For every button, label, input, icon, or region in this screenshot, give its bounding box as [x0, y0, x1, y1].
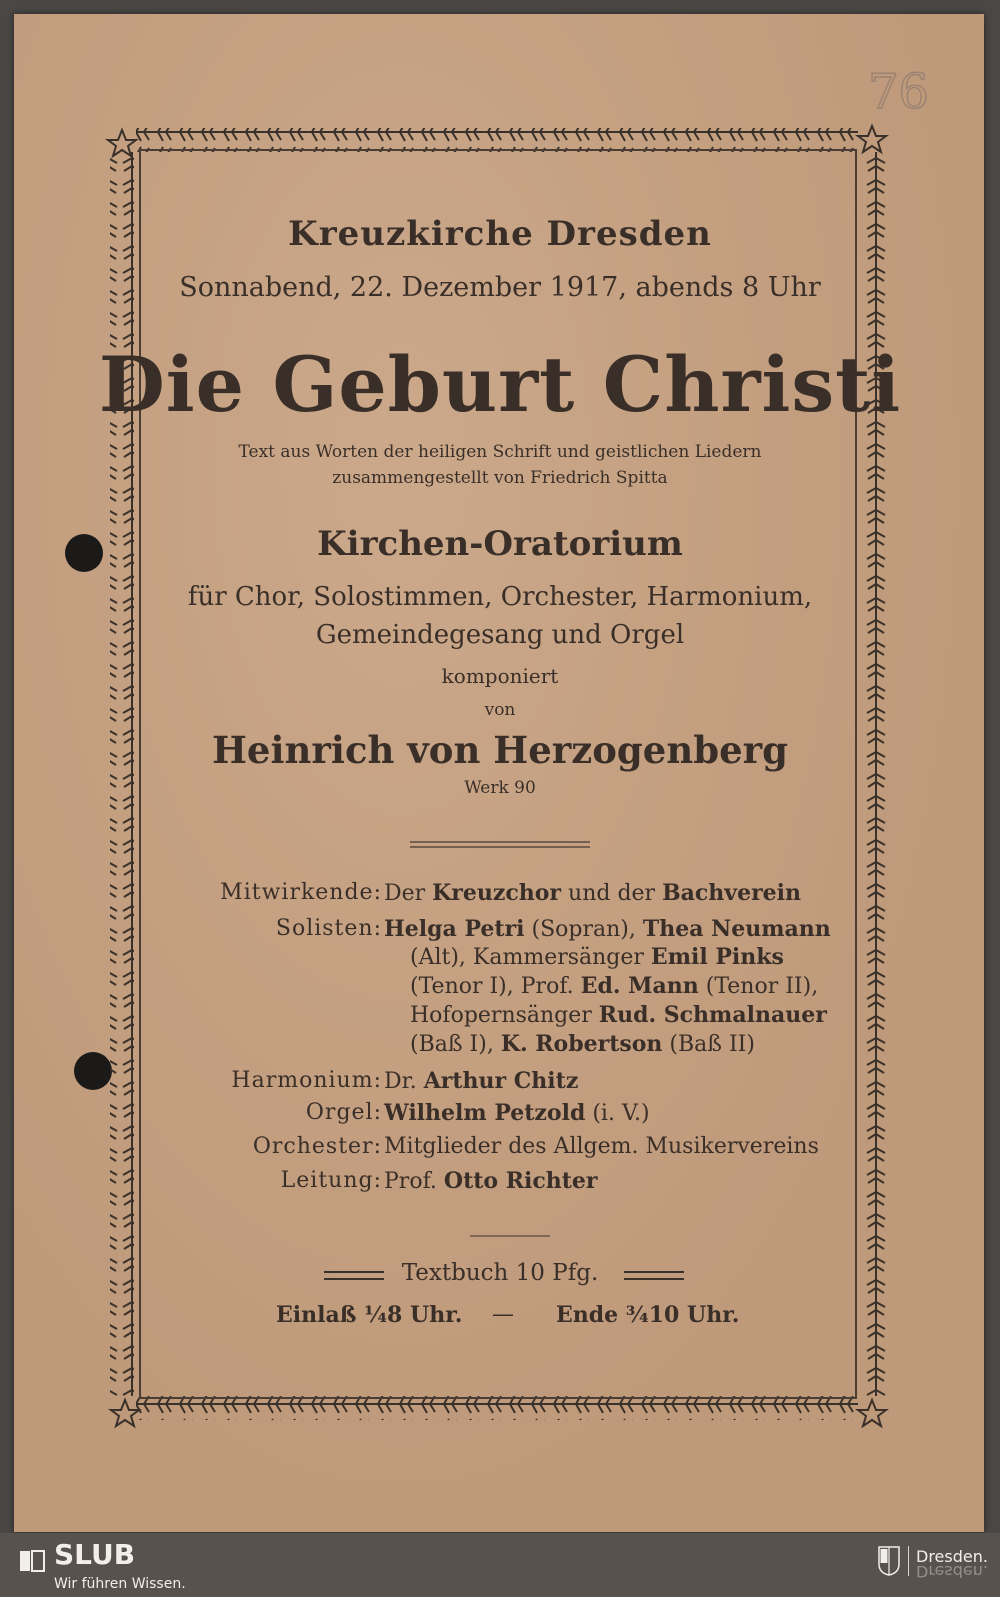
footer-separator: [908, 1546, 909, 1576]
orgel-label: Orgel:: [305, 1100, 382, 1125]
leitung-label: Leitung:: [280, 1168, 382, 1193]
garland-right: [864, 152, 888, 1396]
orgel-value: Wilhelm Petzold (i. V.): [384, 1100, 650, 1126]
soloist-line: (Alt), Kammersänger Emil Pinks: [410, 944, 784, 970]
corner-star-icon: [111, 1400, 139, 1426]
composer-name: Heinrich von Herzogenberg: [211, 728, 789, 772]
corner-star-icon: [858, 1400, 886, 1426]
soloist-line: (Baß I), K. Robertson (Baß II): [410, 1031, 755, 1057]
dresden-wordmark[interactable]: Dresden.: [916, 1547, 988, 1566]
corner-star-icon: [858, 126, 886, 152]
textbook-price: Textbuch 10 Pfg.: [401, 1260, 599, 1286]
scoring-line: Gemeindegesang und Orgel: [315, 620, 685, 650]
slub-brand[interactable]: SLUB: [54, 1538, 136, 1571]
time-dash: —: [492, 1302, 514, 1327]
genre-heading: Kirchen-Oratorium: [317, 524, 683, 564]
opus-number: Werk 90: [464, 778, 536, 798]
garland-left: [110, 152, 134, 1396]
scoring-line: für Chor, Solostimmen, Orchester, Harmonium,: [187, 582, 813, 612]
text-compiler-line: zusammengestellt von Friedrich Spitta: [332, 468, 668, 488]
by-label: von: [484, 700, 516, 720]
date-line: Sonnabend, 22. Dezember 1917, abends 8 Uhr: [179, 272, 821, 303]
text-source-line: Text aus Worten der heiligen Schrift und geistlichen Liedern: [238, 442, 762, 462]
dresden-wordmark-reflection: Dresden.: [916, 1562, 988, 1581]
harmonium-label: Harmonium:: [231, 1068, 382, 1093]
leitung-value: Prof. Otto Richter: [384, 1168, 598, 1194]
soloist-line: Helga Petri (Sopran), Thea Neumann: [384, 916, 831, 942]
garland-bottom: [136, 1396, 858, 1420]
mitwirkende-label: Mitwirkende:: [220, 880, 382, 905]
slub-logo-icon[interactable]: [18, 1547, 46, 1575]
work-title: Die Geburt Christi: [98, 340, 902, 429]
solisten-label: Solisten:: [275, 916, 382, 941]
soloist-line: (Tenor I), Prof. Ed. Mann (Tenor II),: [410, 973, 819, 999]
mitwirkende-value: Der Kreuzchor und der Bachverein: [384, 880, 802, 906]
svg-text:76: 76: [868, 64, 930, 120]
composed-label: komponiert: [441, 664, 559, 688]
soloist-line: Hofopernsänger Rud. Schmalnauer: [410, 1002, 827, 1028]
venue-heading: Kreuzkirche Dresden: [288, 214, 712, 254]
garland-top: [136, 128, 858, 152]
slub-claim: Wir führen Wissen.: [54, 1576, 186, 1592]
harmonium-value: Dr. Arthur Chitz: [384, 1068, 579, 1094]
entry-time: Einlaß ¼8 Uhr.: [276, 1302, 463, 1328]
dresden-crest-icon[interactable]: [878, 1546, 900, 1576]
end-time: Ende ¾10 Uhr.: [556, 1302, 740, 1328]
orchester-label: Orchester:: [252, 1134, 382, 1159]
orchester-value: Mitglieder des Allgem. Musikervereins: [384, 1134, 819, 1159]
